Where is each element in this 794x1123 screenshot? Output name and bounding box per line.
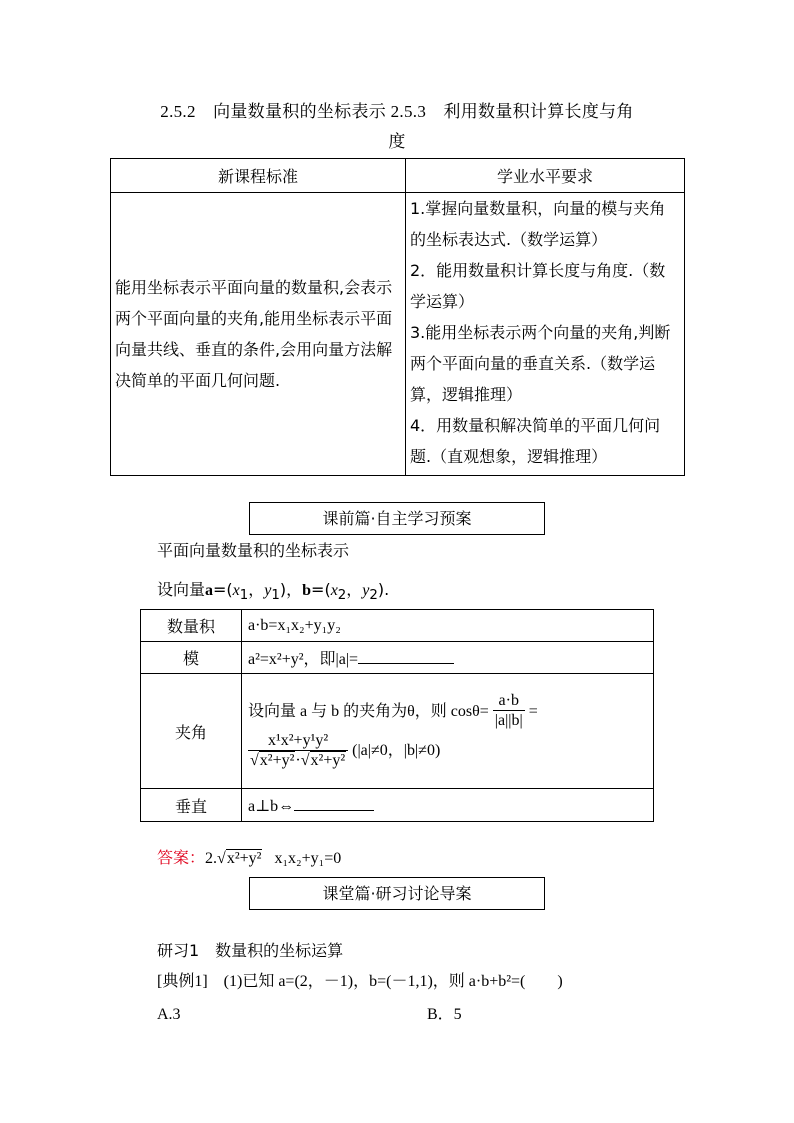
requirement-1: 1.掌握向量数量积，向量的模与夹角的坐标表达式.（数学运算） [410,199,666,249]
section-heading: 平面向量数量积的坐标表示 [157,541,350,560]
label-angle: 夹角 [141,674,242,789]
option-a: A.3 [157,1006,181,1023]
angle-coordinate-fraction: $\frac{\text{x¹x²+y¹y²}}{\text{√x²+y²·√x²+y²}}$ [248,732,348,771]
blank-perpendicular [294,794,374,811]
formula-table [140,609,654,822]
angle-fraction: $\frac{a\cdot b}{|a||b|}$ [494,692,523,730]
title-line-2: 度 [388,132,406,152]
study-heading: 研习1 数量积的坐标运算 [157,941,344,960]
standards-table [110,158,685,476]
answer-label: 答案 [157,850,190,867]
page-title [110,96,684,158]
requirement-4: 4．用数量积解决简单的平面几何问题.（直观想象，逻辑推理） [410,416,661,466]
requirement-3: 3.能用坐标表示两个向量的夹角,判断两个平面向量的垂直关系.（数学运算，逻辑推理） [410,323,671,404]
label-dot-product: 数量积 [141,610,242,642]
section-box-classroom: 课堂篇·研习讨论导案 [249,877,545,910]
section-box-preview: 课前篇·自主学习预案 [249,502,545,535]
answer-line: 答案：2.√x²+y² x₁x₂+y₁=0 [157,850,342,867]
title-line-1: 2.5.2 向量数量积的坐标表示 2.5.3 利用数量积计算长度与角 [160,102,634,121]
requirement-list [406,193,685,476]
label-modulus: 模 [141,642,242,674]
setup-line: 设向量$a=(x_1$，$y_1$)，$b=(x_2$，$y_2$). [157,580,390,604]
modulus-formula: a²=x²+y²，即|a|= [242,642,654,674]
header-requirement: 学业水平要求 [406,159,685,193]
label-perpendicular: 垂直 [141,789,242,822]
dot-product-formula: a·b=x₁x₂+y₁y₂ [242,610,654,642]
perpendicular-formula: a⊥b⇔ [242,789,654,822]
standard-text: 能用坐标表示平面向量的数量积,会表示两个平面向量的夹角,能用坐标表示平面向量共线、垂直的条件,会用向量方法解决简单的平面几何问题. [111,193,406,476]
requirement-2: 2．能用数量积计算长度与角度.（数学运算） [410,261,666,311]
example-1: [典例1] (1)已知 a=(2，－1)，b=(－1,1)，则 a·b+b²=( ) [157,973,563,990]
header-standard: 新课程标准 [111,159,406,193]
option-b: B．5 [427,1006,462,1023]
blank-modulus [358,647,454,664]
angle-formula: 设向量 a 与 b 的夹角为θ，则 cosθ= $\frac{a\cdot b}{|a||b|}$ = $\frac{\text{x¹x²+y¹y²}}{\text{√x²+y²·√x²+y²}}$ (|a|≠0，|b|≠0) [242,674,654,789]
